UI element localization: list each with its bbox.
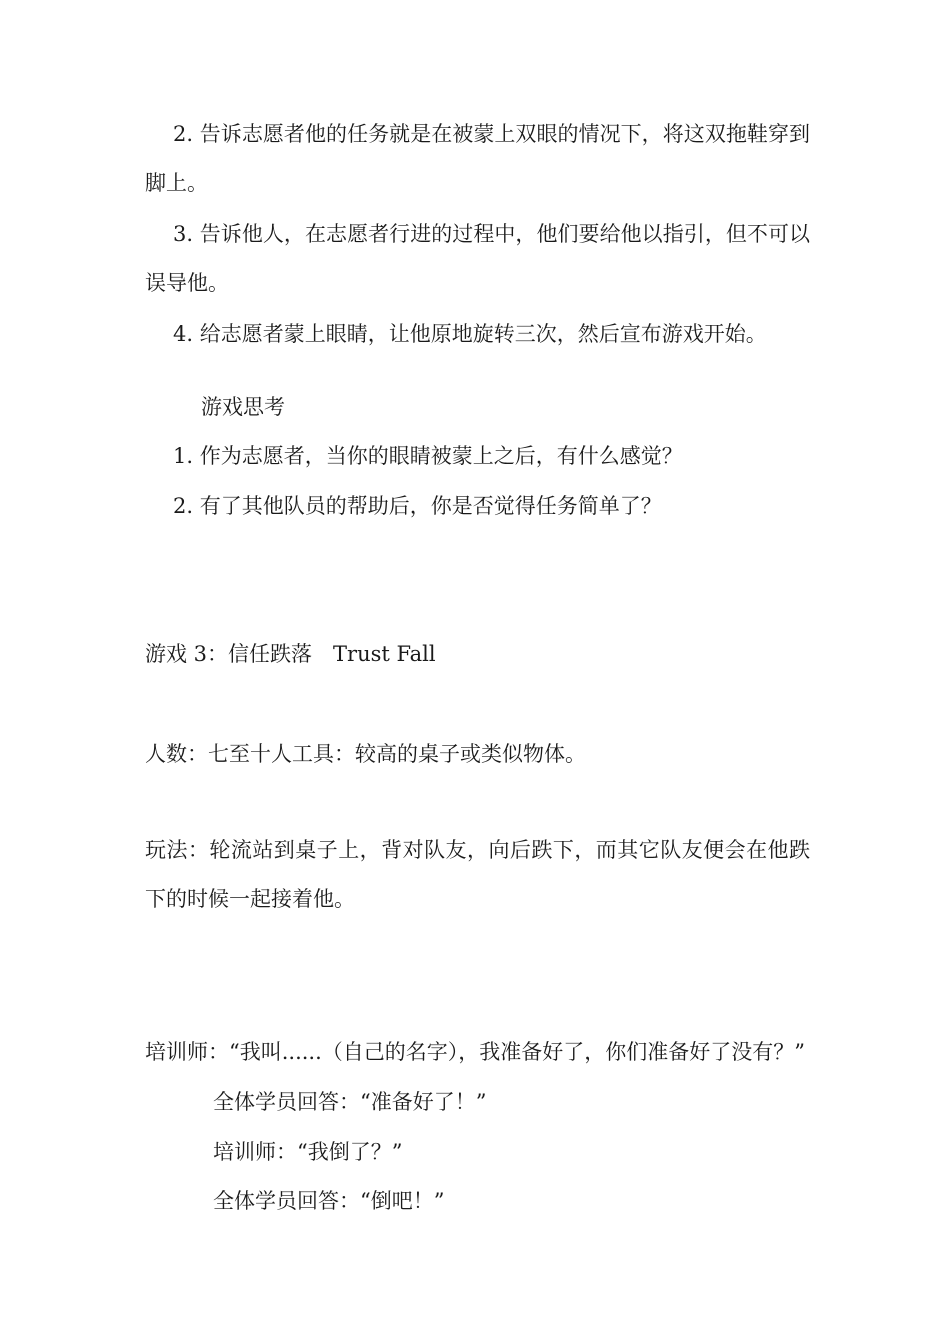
participants-line: 人数：七至十人工具：较高的桌子或类似物体。 (145, 742, 586, 766)
reflection-question-2: 2. 有了其他队员的帮助后，你是否觉得任务简单了？ (173, 494, 662, 518)
dialogue-students-2: 全体学员回答：“倒吧！” (213, 1189, 445, 1213)
step-3-paragraph: 3. 告诉他人，在志愿者行进的过程中，他们要给他以指引，但不可以误导他。 (145, 222, 810, 295)
dialogue-trainer-1: 培训师：“我叫......（自己的名字），我准备好了，你们准备好了没有？” (145, 1040, 806, 1064)
reflection-question-1: 1. 作为志愿者，当你的眼睛被蒙上之后，有什么感觉？ (173, 444, 683, 468)
reflection-heading: 游戏思考 (201, 395, 285, 419)
game-3-title: 游戏 3：信任跌落 Trust Fall (145, 642, 436, 666)
how-to-play-paragraph: 玩法：轮流站到桌子上，背对队友，向后跌下，而其它队友便会在他跌下的时候一起接着他。 (145, 838, 810, 911)
step-2-paragraph: 2. 告诉志愿者他的任务就是在被蒙上双眼的情况下，将这双拖鞋穿到脚上。 (145, 122, 810, 195)
dialogue-students-1: 全体学员回答：“准备好了！” (213, 1090, 487, 1114)
dialogue-trainer-2: 培训师：“我倒了？” (213, 1140, 403, 1164)
step-4-paragraph: 4. 给志愿者蒙上眼睛，让他原地旋转三次，然后宣布游戏开始。 (173, 322, 767, 346)
